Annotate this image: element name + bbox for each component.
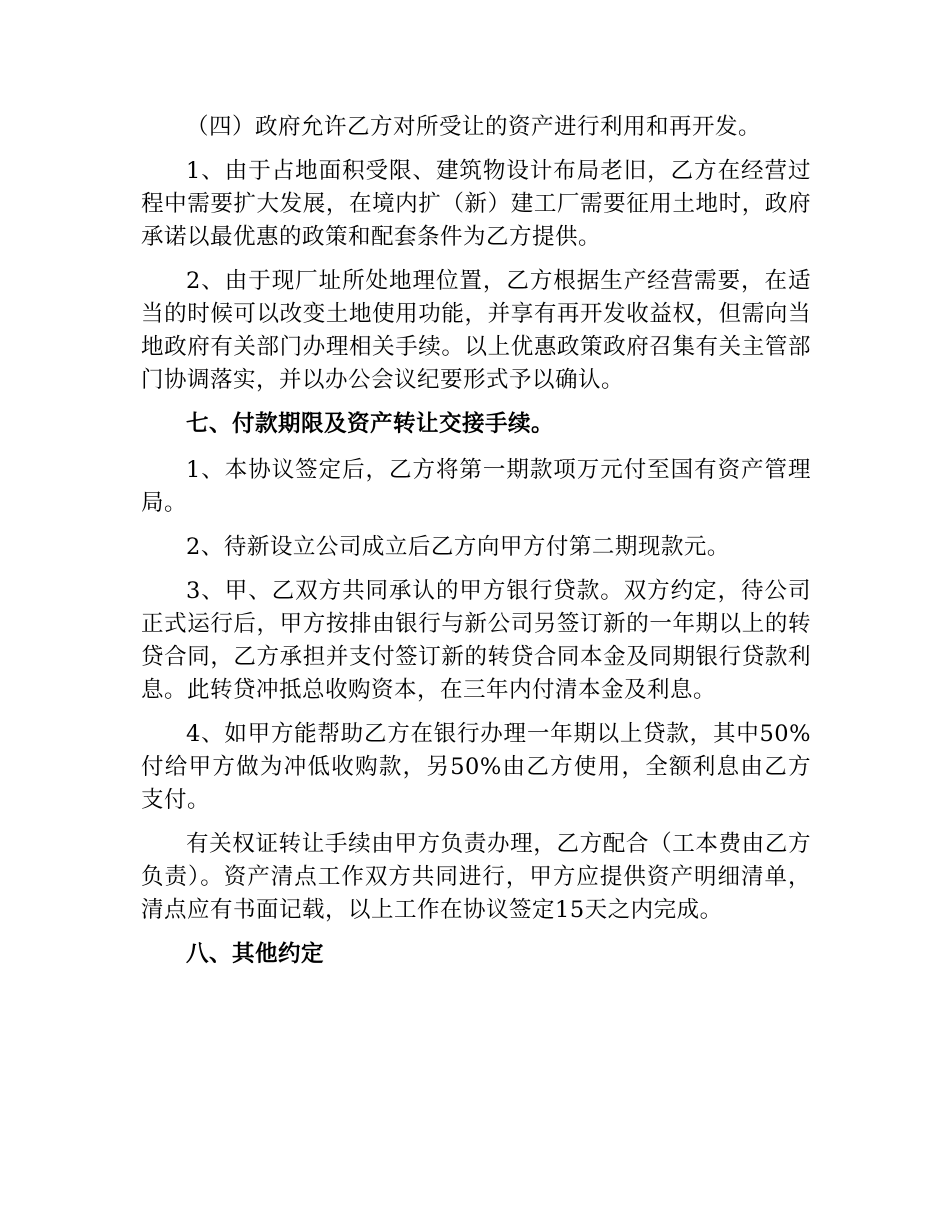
section-heading-payment-terms: 七、付款期限及资产转让交接手续。 <box>186 411 555 437</box>
paragraph-loan-assistance: 4、如甲方能帮助乙方在银行办理一年期以上贷款，其中50%付给甲方做为冲低收购款，另50%由乙方使用，全额利息由乙方支付。 <box>141 721 811 813</box>
paragraph-4-development-rights: （四）政府允许乙方对所受让的资产进行利用和再开发。 <box>186 114 762 140</box>
paragraph-land-use-change: 2、由于现厂址所处地理位置，乙方根据生产经营需要，在适当的时候可以改变土地使用功能，并享有再开发收益权，但需向当地政府有关部门办理相关手续。以上优惠政策政府召集有关主管部门协调落实，并以办公会议纪要形式予以确认。 <box>141 268 811 393</box>
paragraph-bank-loan: 3、甲、乙双方共同承认的甲方银行贷款。双方约定，待公司正式运行后，甲方按排由银行与新公司另签订新的一年期以上的转贷合同，乙方承担并支付签订新的转贷合同本金及同期银行贷款利息。此转贷冲抵总收购资本，在三年内付清本金及利息。 <box>141 578 811 703</box>
paragraph-title-transfer: 有关权证转让手续由甲方负责办理，乙方配合（工本费由乙方负责）。资产清点工作双方共同进行，甲方应提供资产明细清单，清点应有书面记载，以上工作在协议签定15天之内完成。 <box>141 831 811 923</box>
paragraph-land-expansion: 1、由于占地面积受限、建筑物设计布局老旧，乙方在经营过程中需要扩大发展，在境内扩（新）建工厂需要征用土地时，政府承诺以最优惠的政策和配套条件为乙方提供。 <box>141 158 811 250</box>
section-heading-other-agreements: 八、其他约定 <box>186 941 325 967</box>
paragraph-second-payment: 2、待新设立公司成立后乙方向甲方付第二期现款元。 <box>186 534 730 560</box>
document-body <box>141 111 811 984</box>
paragraph-first-payment: 1、本协议签定后，乙方将第一期款项万元付至国有资产管理局。 <box>141 457 811 516</box>
